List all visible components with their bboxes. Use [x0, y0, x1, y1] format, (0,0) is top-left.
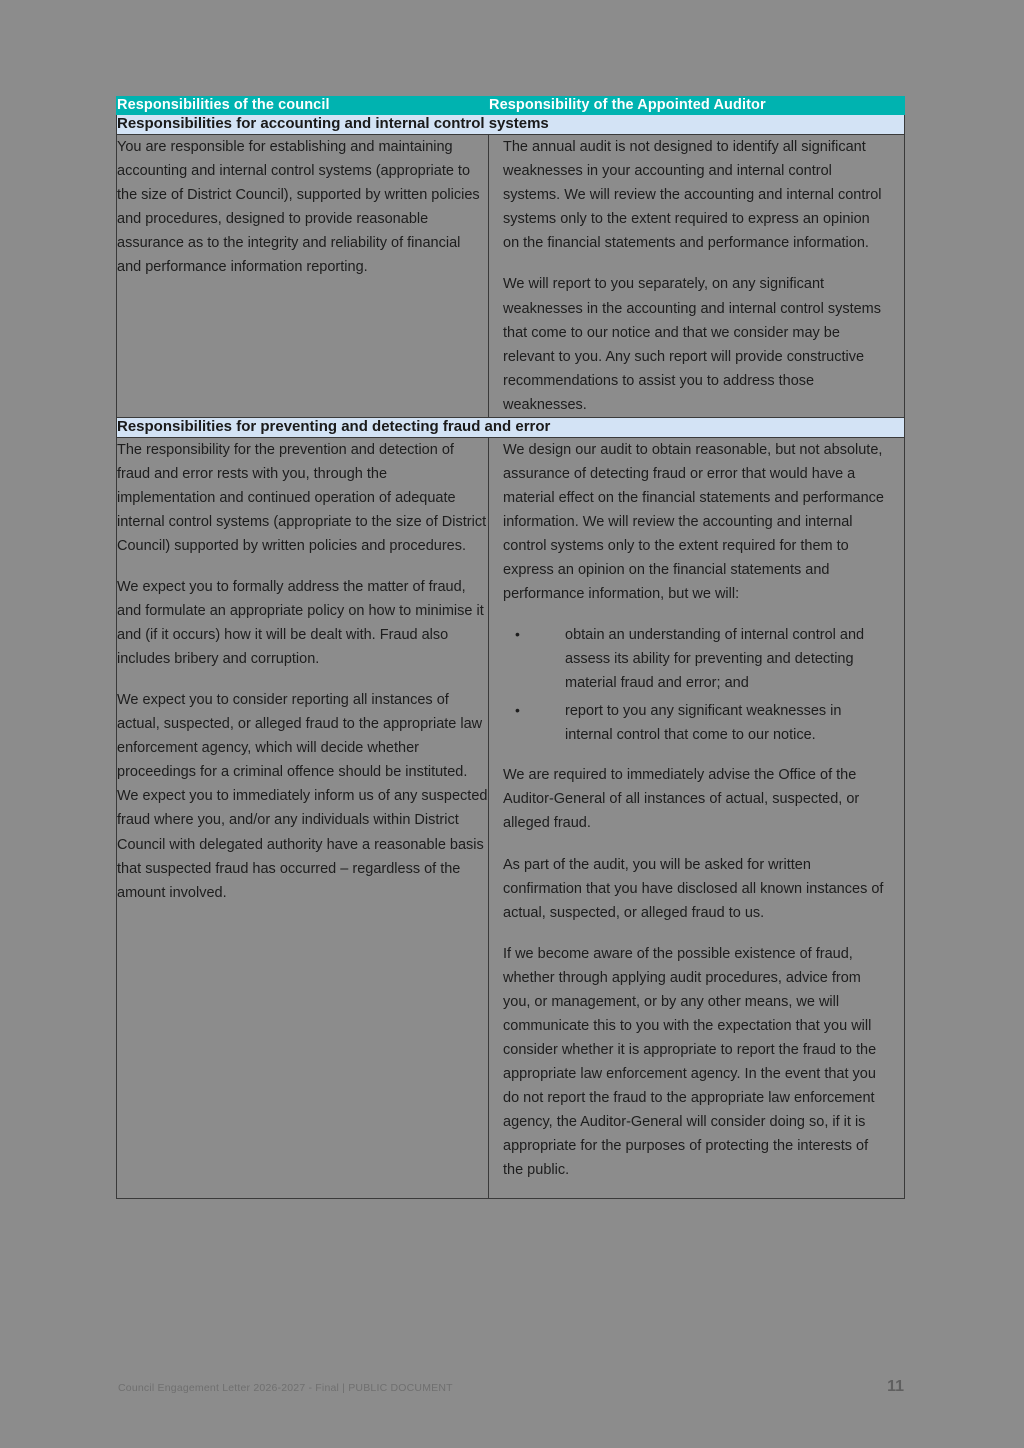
bullet-icon: •: [515, 626, 520, 643]
section-band-fraud-label: Responsibilities for preventing and detecting fraud and error: [117, 417, 551, 435]
list-item: [503, 699, 886, 747]
list-item-text: obtain an understanding of internal control and assess its ability for preventing and detecting material fraud and error; and: [565, 627, 865, 692]
table-header-row: [117, 97, 905, 115]
paragraph: We expect you to formally address the matter of fraud, and formulate an appropriate policy on how to minimise it and (if it occurs) how it will be dealt with. Fraud also includes bribery and corruption.: [117, 578, 484, 668]
section-content-row-fraud: [117, 437, 905, 1198]
list-item-text: report to you any significant weaknesses in internal control that come to our notice.: [565, 703, 842, 744]
fraud-auditor-cell: [489, 437, 905, 1198]
section-band-fraud: [117, 417, 905, 437]
header-label-council: Responsibilities of the council: [117, 97, 330, 113]
fraud-council-cell: [117, 437, 489, 1198]
header-cell-auditor: [489, 97, 905, 115]
responsibilities-table: [116, 96, 905, 1199]
footer-note: Council Engagement Letter 2026-2027 - Final | PUBLIC DOCUMENT: [118, 1382, 453, 1394]
accounting-auditor-cell: [489, 135, 905, 418]
bullet-icon: •: [515, 702, 520, 719]
paragraph: We will report to you separately, on any significant weaknesses in the accounting and internal control systems that come to our notice and that we consider may be relevant to you. Any such report will provide constructive recommendations to assist you to address those weaknesses.: [503, 276, 882, 413]
paragraph: If we become aware of the possible existence of fraud, whether through applying audit procedures, advice from you, or management, or by any other means, we will communicate this to you with the expectation that you will consider whether it is appropriate to report the fraud to the appropriate law enforcement agency. In the event that you do not report the fraud to the appropriate law enforcement agency, the Auditor-General will consider doing so, if it is appropriate for the purposes of protecting the interests of the public.: [503, 945, 877, 1179]
section-content-row-accounting: [117, 135, 905, 418]
section-band-row-accounting: [117, 115, 905, 135]
paragraph: We are required to immediately advise the Office of the Auditor-General of all instances of actual, suspected, or alleged fraud.: [503, 767, 860, 832]
paragraph: The responsibility for the prevention and detection of fraud and error rests with you, through the implementation and continued operation of adequate internal control systems (appropriate to the size of District Council) supported by written policies and procedures.: [117, 441, 487, 554]
section-band-row-fraud: [117, 417, 905, 437]
header-cell-council: [117, 97, 489, 115]
section-band-accounting: [117, 115, 905, 135]
accounting-council-cell: [117, 135, 489, 418]
paragraph: The annual audit is not designed to identify all significant weaknesses in your accounting and internal control systems. We will review the accounting and internal control systems only to the extent required to express an opinion on the financial statements and performance information.: [503, 139, 882, 252]
paragraph: You are responsible for establishing and maintaining accounting and internal control systems (appropriate to the size of District Council), supported by written policies and procedures, designed to provide reasonable assurance as to the integrity and reliability of financial and performance information reporting.: [117, 139, 480, 276]
header-label-auditor: Responsibility of the Appointed Auditor: [489, 97, 766, 113]
paragraph: We expect you to consider reporting all instances of actual, suspected, or alleged fraud to the appropriate law enforcement agency, which will decide whether proceedings for a criminal offence should be instituted. We expect you to immediately inform us of any suspected fraud where you, and/or any individuals within District Council with delegated authority have a reasonable basis that suspected fraud has occurred – regardless of the amount involved.: [117, 692, 488, 901]
list-item: [503, 623, 886, 695]
paragraph: As part of the audit, you will be asked for written confirmation that you have disclosed all known instances of actual, suspected, or alleged fraud to us.: [503, 856, 884, 921]
page-footer: [118, 1378, 904, 1396]
paragraph: We design our audit to obtain reasonable, but not absolute, assurance of detecting fraud or error that would have a material effect on the financial statements and performance information. We will review the accounting and internal control systems only to the extent required for them to express an opinion on the financial statements and performance information, but we will:: [503, 441, 884, 602]
page-number: 11: [887, 1378, 904, 1395]
section-band-accounting-label: Responsibilities for accounting and internal control systems: [117, 115, 549, 133]
auditor-bullet-list: [503, 623, 886, 747]
